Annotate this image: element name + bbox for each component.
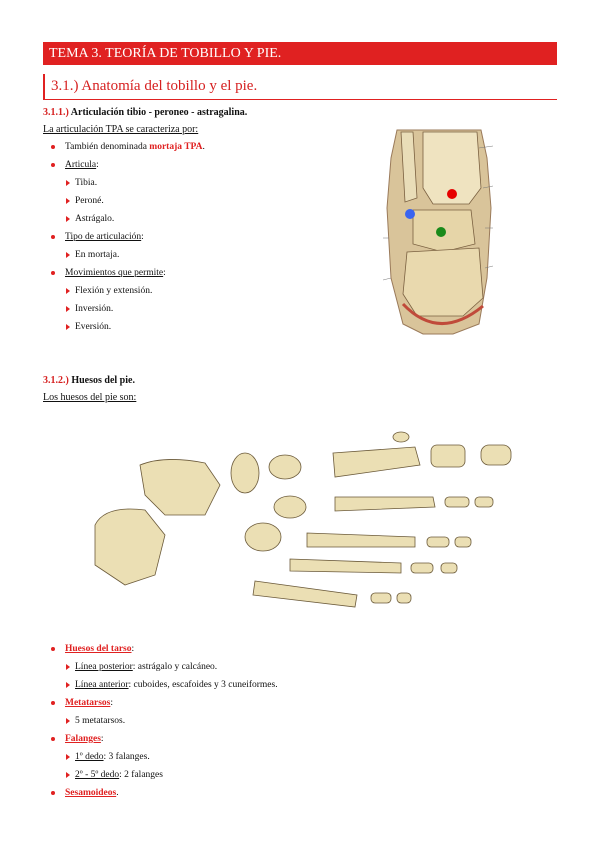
section-title: 3.1.) Anatomía del tobillo y el pie. — [51, 78, 258, 94]
sublist — [65, 282, 205, 336]
sublist-item: Inversión. — [65, 300, 205, 318]
perone-marker — [405, 209, 415, 219]
intro-text-1: La articulación TPA se caracteriza por: — [43, 124, 199, 135]
subsection-heading-2 — [43, 375, 135, 386]
phalanx-bone — [481, 445, 511, 465]
sublist-item: 5 metatarsos. — [65, 712, 278, 730]
sublist-item: En mortaja. — [65, 246, 205, 264]
sublist-text: : 3 falanges. — [103, 752, 150, 762]
list-item — [43, 784, 278, 802]
sublist-text: : 2 falanges — [119, 770, 163, 780]
sublist-item: Eversión. — [65, 318, 205, 336]
list-text-end: . — [116, 788, 119, 798]
sublist — [65, 246, 205, 264]
subsection-title: Huesos del pie. — [68, 375, 135, 386]
phalanx-bone — [431, 445, 465, 467]
sublist-label: 2º - 5º dedo — [75, 770, 120, 780]
sublist — [65, 712, 278, 730]
sublist-item — [65, 766, 278, 784]
phalanx-bone — [475, 497, 493, 507]
sublist-label: Línea posterior — [75, 662, 133, 672]
list-item — [43, 730, 278, 784]
phalanx-bone — [441, 563, 457, 573]
list-text-end: . — [202, 142, 205, 152]
colon: : — [163, 268, 166, 278]
list-item — [43, 264, 205, 336]
sublist-item: Tibia. — [65, 174, 205, 192]
colon: : — [96, 160, 99, 170]
list-item — [43, 694, 278, 730]
cuneiform-bone — [269, 455, 301, 479]
sublist-item — [65, 748, 278, 766]
list-item — [43, 138, 205, 156]
metatarsal-bone — [307, 533, 415, 547]
sublist — [65, 748, 278, 784]
metatarsal-bone — [335, 497, 435, 511]
astragalo-marker — [436, 227, 446, 237]
list-text: También denominada — [65, 142, 150, 152]
list-label: Movimientos que permite — [65, 268, 164, 278]
list-label: Articula — [65, 160, 97, 170]
sublist-item — [65, 676, 278, 694]
sesamoid-bone — [393, 432, 409, 442]
colon: : — [110, 698, 114, 708]
highlight-term: mortaja TPA — [149, 142, 203, 152]
section-heading — [43, 74, 557, 100]
foot-bones-list — [43, 640, 278, 802]
phalanx-bone — [445, 497, 469, 507]
sublist-label: 1º dedo — [75, 752, 104, 762]
colon: : — [141, 232, 144, 242]
phalanx-bone — [455, 537, 471, 547]
navicular-bone — [231, 453, 259, 493]
colon: : — [100, 734, 104, 744]
sublist-item — [65, 658, 278, 676]
subsection-number: 3.1.1.) — [43, 107, 69, 118]
list-label: Huesos del tarso — [65, 644, 132, 654]
sublist-text: : astrágalo y calcáneo. — [132, 662, 218, 672]
sublist-text: : cuboides, escafoides y 3 cuneiformes. — [128, 680, 278, 690]
list-item — [43, 228, 205, 264]
metatarsal-bone — [333, 447, 420, 477]
calcaneus-bone — [95, 509, 165, 585]
cuboid-bone — [245, 523, 281, 551]
chapter-banner — [43, 42, 557, 65]
list-label: Tipo de articulación — [65, 232, 142, 242]
subsection-title: Articulación tibio - peroneo - astragalina. — [68, 107, 248, 118]
list-item — [43, 640, 278, 694]
talus-bone — [140, 459, 220, 515]
foot-bones-illustration — [85, 425, 530, 625]
intro-text-2: Los huesos del pie son: — [43, 392, 137, 403]
phalanx-bone — [397, 593, 411, 603]
metatarsal-bone — [290, 559, 401, 573]
metatarsal-bone — [253, 581, 357, 607]
subsection-number: 3.1.2.) — [43, 375, 69, 386]
list-label: Sesamoideos — [65, 788, 117, 798]
cuneiform-bone — [274, 496, 306, 518]
ankle-section-illustration — [383, 128, 495, 340]
phalanx-bone — [371, 593, 391, 603]
sublist — [65, 658, 278, 694]
list-label: Falanges — [65, 734, 101, 744]
sublist — [65, 174, 205, 228]
sublist-item: Astrágalo. — [65, 210, 205, 228]
phalanx-bone — [411, 563, 433, 573]
chapter-title: TEMA 3. TEORÍA DE TOBILLO Y PIE. — [49, 46, 282, 61]
colon: : — [131, 644, 135, 654]
list-label: Metatarsos — [65, 698, 111, 708]
tpa-list — [43, 138, 205, 336]
tibia-marker — [447, 189, 457, 199]
subsection-heading-1 — [43, 107, 247, 118]
list-item — [43, 156, 205, 228]
sublist-item: Peroné. — [65, 192, 205, 210]
sublist-label: Línea anterior — [75, 680, 129, 690]
sublist-item: Flexión y extensión. — [65, 282, 205, 300]
phalanx-bone — [427, 537, 449, 547]
